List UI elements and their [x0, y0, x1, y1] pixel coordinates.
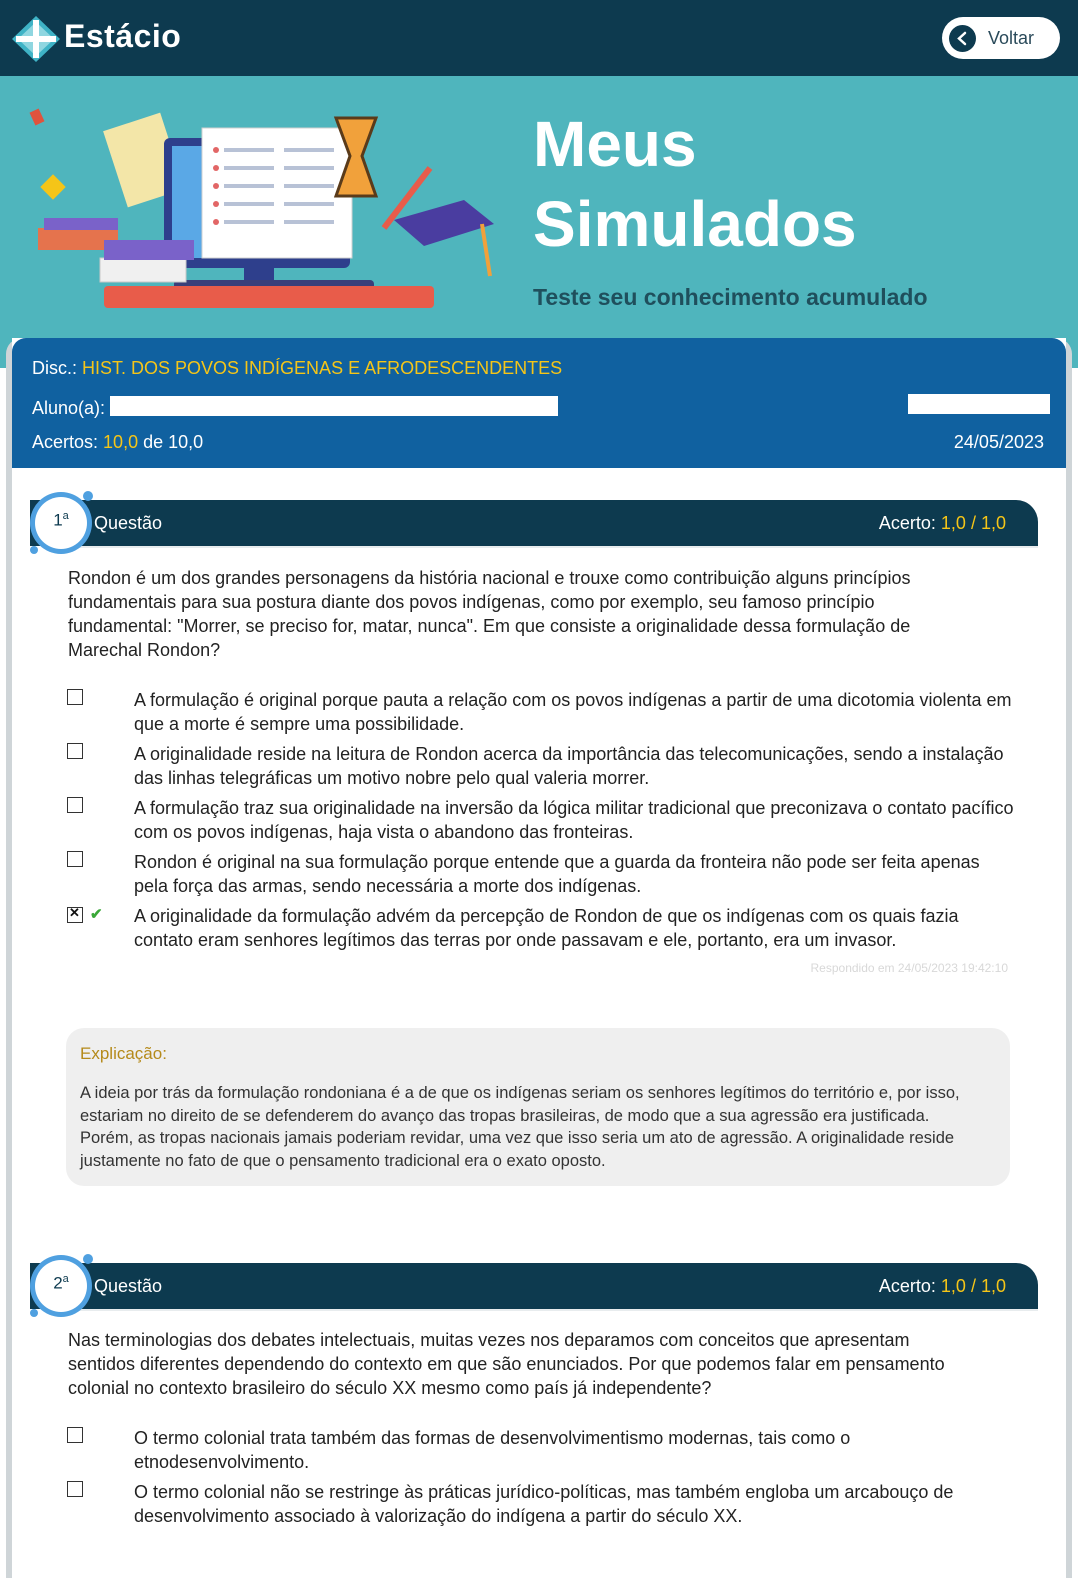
- explanation-title: Explicação:: [80, 1044, 167, 1063]
- top-bar: [0, 0, 1078, 76]
- question-1-divider: [60, 546, 1038, 548]
- hero-banner: [0, 76, 1078, 368]
- question-2-text: Nas terminologias dos debates intelectuais, muitas vezes nos deparamos com conceitos que apresentam sentidos diferentes dependendo do contexto em que são enunciados. Por que podemos falar em pensamento colonial no contexto brasileiro do século XX mesmo como país já independente?: [68, 1330, 945, 1398]
- hero-subtitle: Teste seu conhecimento acumulado: [533, 284, 928, 310]
- student-label: Aluno(a):: [32, 398, 106, 418]
- question-1-option-1-text: A formulação é original porque pauta a relação com os povos indígenas a partir de uma dicotomia violenta em que a morte é sempre uma possibilidade.: [134, 690, 1012, 734]
- correct-check-icon: ✔: [90, 906, 103, 923]
- question-1-number: 1$^a$: [53, 510, 69, 530]
- question-1-label: Questão: [94, 513, 163, 533]
- hits-total: de 10,0: [143, 432, 204, 452]
- exam-date: 24/05/2023: [953, 432, 1044, 452]
- question-1-header: [30, 500, 1038, 546]
- question-2-header: [30, 1263, 1038, 1309]
- question-2-score: Acerto: 1,0 / 1,0: [878, 1276, 1006, 1296]
- question-2-label: Questão: [94, 1276, 163, 1296]
- question-2-option-1-text: O termo colonial trata também das formas de desenvolvimentismo modernas, tais como o etnodesenvolvimento.: [134, 1428, 851, 1472]
- question-1-option-3-checkbox[interactable]: [67, 797, 83, 813]
- question-1-option-4-checkbox[interactable]: [67, 851, 83, 867]
- question-1-option-3-text: A formulação traz sua originalidade na inversão da lógica militar tradicional que preconizava o contato pacífico com os povos indígenas, haja vista o abandono das fronteiras.: [134, 798, 1014, 842]
- question-2-badge: [26, 1251, 96, 1321]
- question-1-text: Rondon é um dos grandes personagens da história nacional e trouxe como contribuição alguns princípios fundamentais para sua postura diante dos povos indígenas, como por exemplo, seu famoso princípio fundamental: "Morrer, se preciso for, matar, nunca". Em que consiste a originalidade dessa formulação de Marechal Rondon?: [68, 568, 911, 660]
- explanation-text: A ideia por trás da formulação rondoniana é a de que os indígenas seriam os senhores legítimos do território e, por isso, estariam no direito de se defenderem do avanço das tropas brasileiras, de modo que a sua agressão era justificada. Porém, as tropas nacionais jamais poderiam revidar, uma vez que isso seria um ato de agressão. A originalidade reside justamente no fato de que o pensamento tradicional era o exato oposto.: [80, 1084, 960, 1170]
- question-1-option-4-text: Rondon é original na sua formulação porque entende que a guarda da fronteira não pode ser feita apenas pela força das armas, sendo necessária a morte dos indígenas.: [134, 852, 980, 896]
- study-illustration-icon: [24, 100, 504, 320]
- question-1-explanation-box: [66, 1028, 1010, 1186]
- hero-title: Meus Simulados: [533, 108, 857, 260]
- question-1-badge: [26, 488, 96, 558]
- hits-row: [32, 432, 203, 453]
- discipline-value: HIST. DOS POVOS INDÍGENAS E AFRODESCENDENTES: [82, 358, 563, 378]
- estacio-logo-icon: [10, 14, 62, 64]
- question-1-answered-at: Respondido em 24/05/2023 19:42:10: [810, 961, 1008, 975]
- hits-label: Acertos:: [32, 432, 99, 452]
- back-button[interactable]: [942, 17, 1060, 59]
- student-id-redacted: [908, 394, 1050, 414]
- exam-info-panel: [12, 338, 1066, 468]
- question-2-divider: [60, 1309, 1038, 1311]
- back-button-label: Voltar: [988, 28, 1035, 48]
- student-name-redacted: [110, 396, 558, 416]
- question-1-option-5-text: A originalidade da formulação advém da percepção de Rondon de que os indígenas com os quais fazia contato eram senhores legítimos das terras por onde passavam e ele, portanto, era um invasor.: [134, 906, 959, 950]
- discipline-label: Disc.:: [32, 358, 77, 378]
- question-2-option-1-checkbox[interactable]: [67, 1427, 83, 1443]
- question-2-option-2-text: O termo colonial não se restringe às práticas jurídico-políticas, mas também engloba um arcabouço de desenvolvimento associado à valorização do indígena a partir do século XX.: [134, 1482, 954, 1526]
- question-1-option-1-checkbox[interactable]: [67, 689, 83, 705]
- back-arrow-icon: [949, 25, 976, 52]
- hits-value: 10,0: [103, 432, 139, 452]
- brand-name: Estácio: [64, 18, 182, 54]
- question-2-option-2-checkbox[interactable]: [67, 1481, 83, 1497]
- question-1-option-5-checkbox[interactable]: [67, 907, 83, 923]
- question-1-score: Acerto: 1,0 / 1,0: [878, 513, 1006, 533]
- discipline-row: [32, 358, 562, 379]
- question-1-option-2-text: A originalidade reside na leitura de Rondon acerca da importância das telecomunicações, sendo a instalação das linhas telegráficas um motivo nobre pelo qual valeria morrer.: [134, 744, 1004, 788]
- question-2-number: 2$^a$: [53, 1273, 69, 1293]
- question-1-option-2-checkbox[interactable]: [67, 743, 83, 759]
